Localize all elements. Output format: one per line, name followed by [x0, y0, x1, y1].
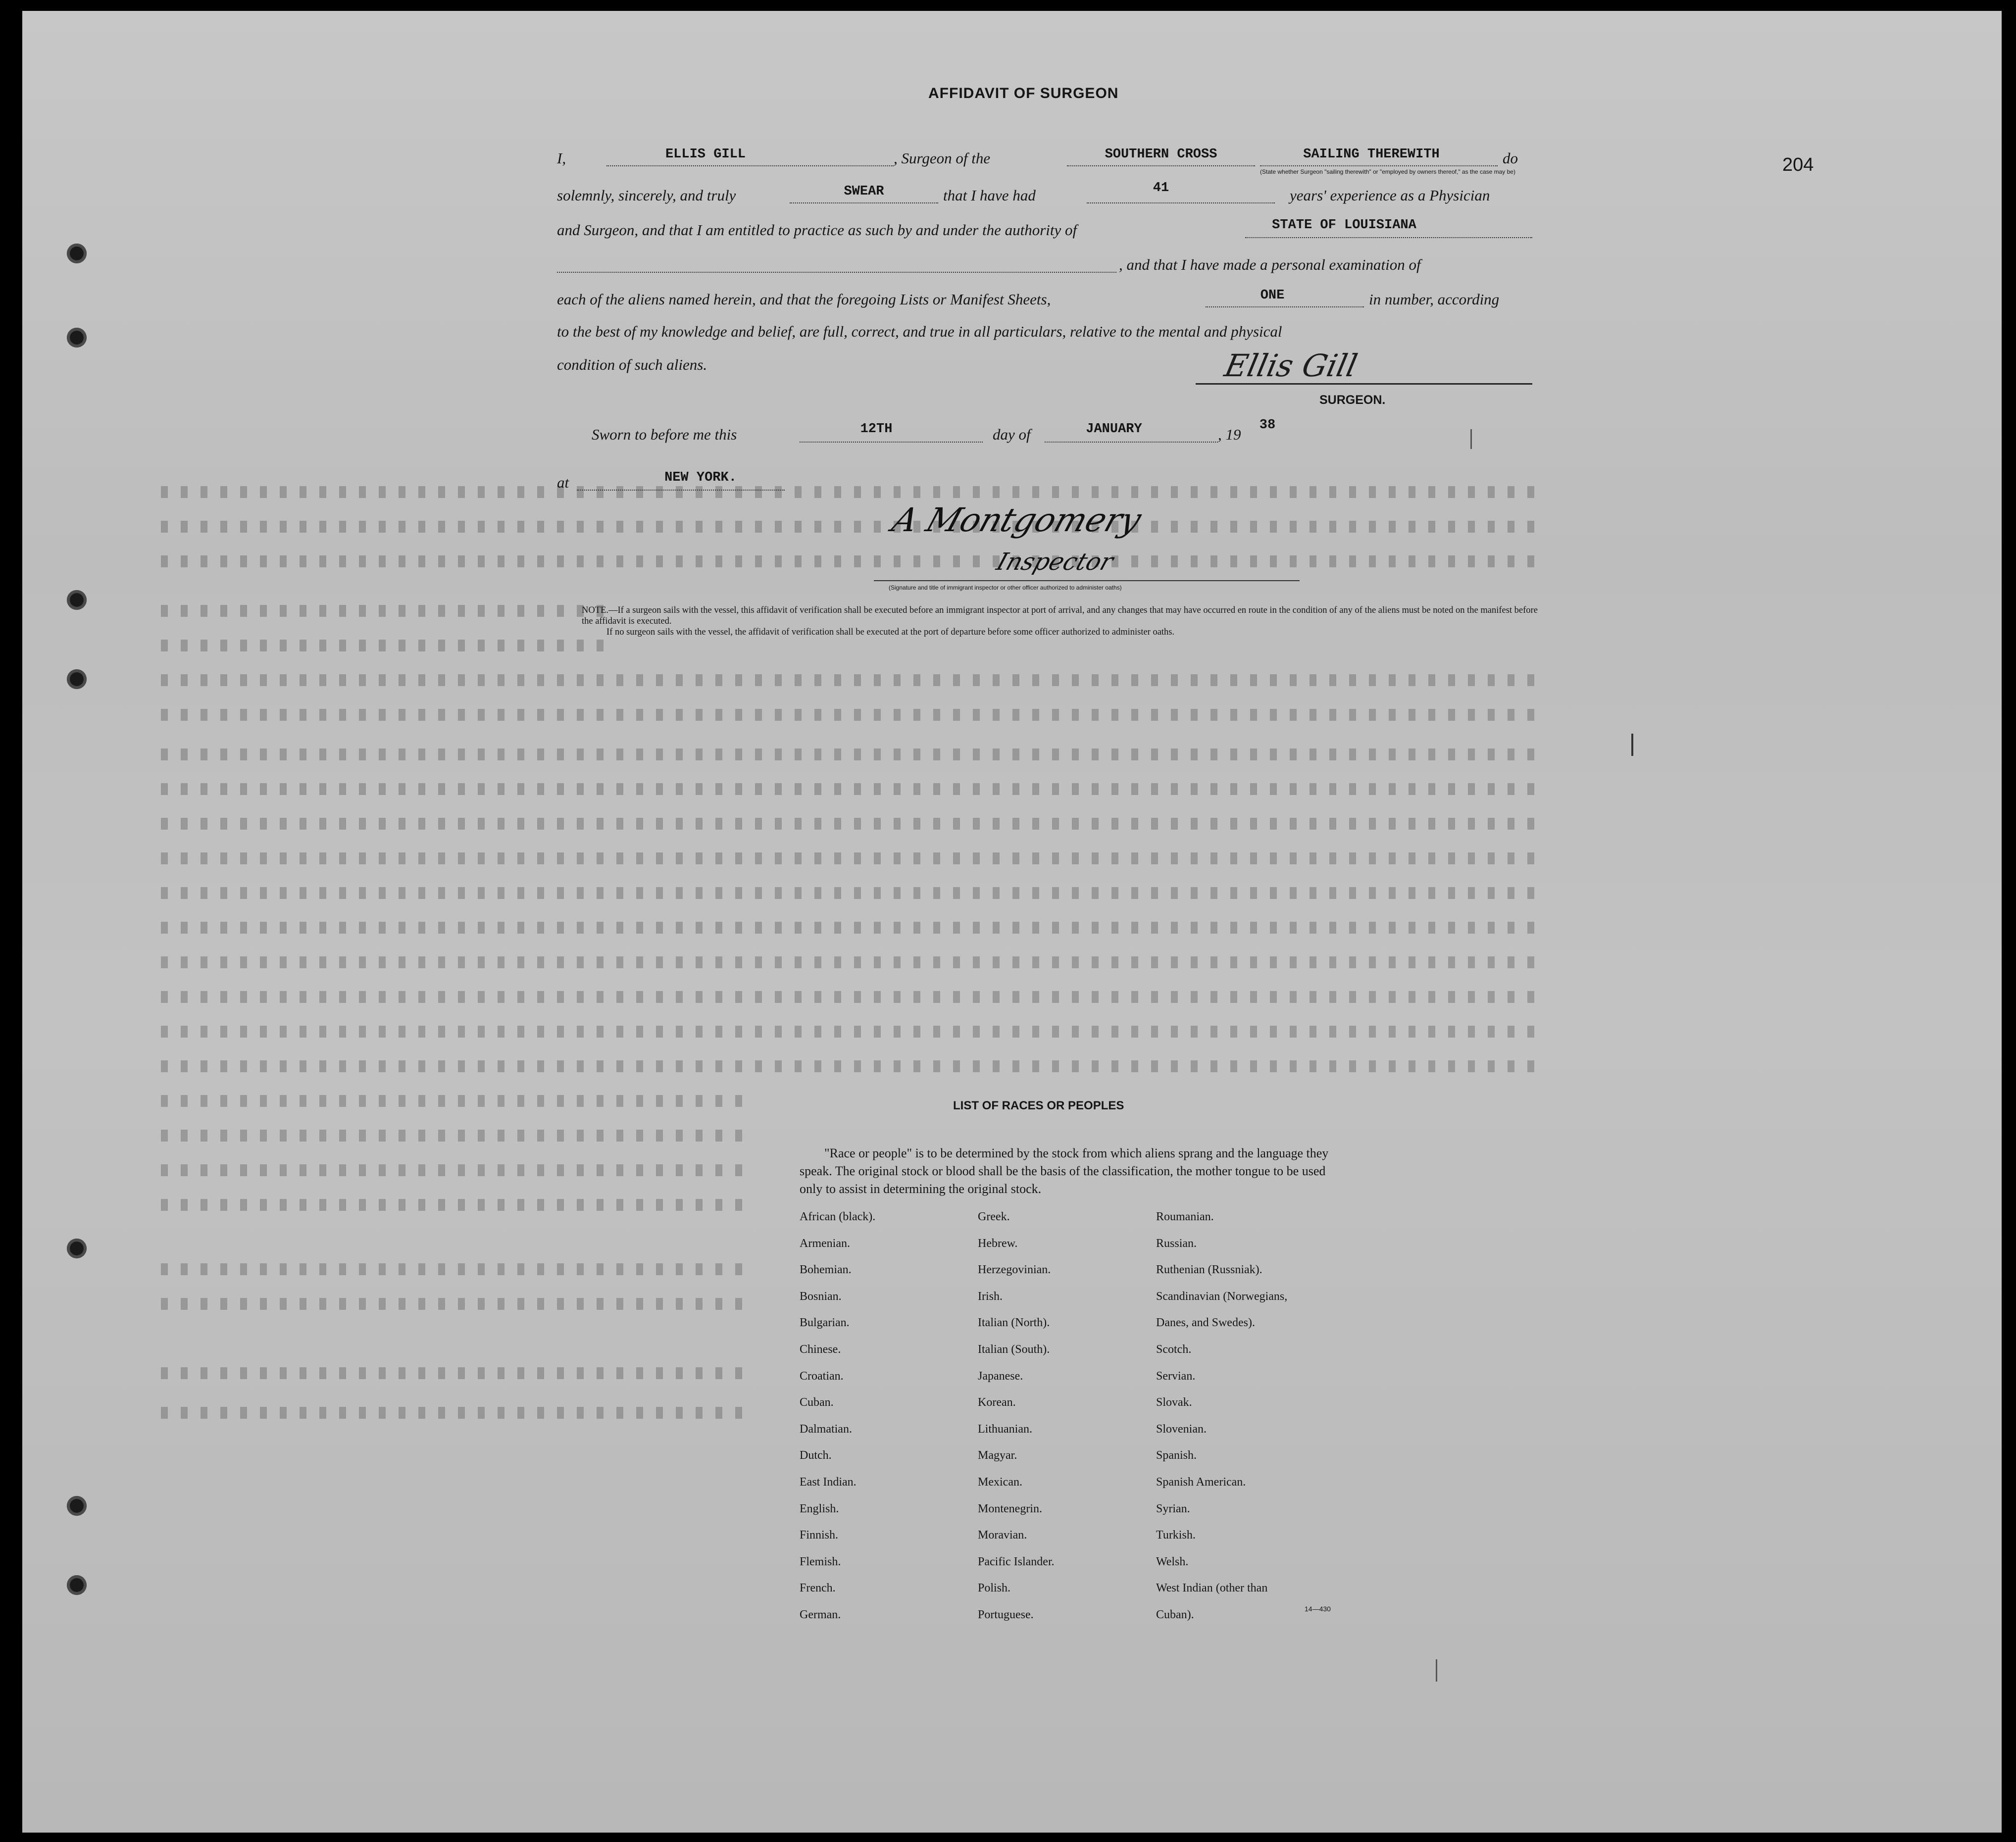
affidavit-text: Sworn to before me this	[592, 426, 737, 443]
race-item: Pacific Islander.	[978, 1555, 1055, 1568]
races-intro: "Race or people" is to be determined by the stock from which aliens sprang and the language they speak. The original stock or blood shall be the basis of the classification, the mother tongue to be used only to assist in determining the original stock.	[800, 1146, 1329, 1196]
affidavit-note: If no surgeon sails with the vessel, the affidavit of verification shall be executed at the port of departure before some officer authorized to administer oaths.	[606, 627, 1175, 637]
race-item: Italian (South).	[978, 1343, 1050, 1356]
affidavit-text: day of	[993, 426, 1031, 443]
race-item: West Indian (other than	[1156, 1582, 1268, 1595]
race-item: Danes, and Swedes).	[1156, 1316, 1255, 1330]
race-item: African (black).	[800, 1210, 876, 1223]
affidavit-note: NOTE.—If a surgeon sails with the vessel, this affidavit of verification shall be executed before an immigrant inspector at port of arrival, and any changes that may have occurred en route in the condition of any of the aliens must be noted on the manifest before the affidavit is executed.	[582, 605, 1538, 626]
affidavit-text: I,	[557, 149, 566, 167]
pencil-mark	[1631, 734, 1633, 756]
race-item: Spanish.	[1156, 1449, 1197, 1462]
race-item: Finnish.	[800, 1529, 839, 1542]
binder-hole	[67, 1496, 87, 1516]
sailing-status: SAILING THEREWITH	[1303, 147, 1440, 162]
sworn-place: NEW YORK.	[664, 470, 737, 485]
race-item: Mexican.	[978, 1475, 1022, 1489]
race-item: Scandinavian (Norwegians,	[1156, 1290, 1288, 1303]
inspector-title: Inspector	[993, 548, 1117, 576]
race-item: Dutch.	[800, 1449, 832, 1462]
surgeon-label: SURGEON.	[1319, 393, 1386, 407]
affidavit-text: and Surgeon, and that I am entitled to practice as such by and under the authority of	[557, 221, 1077, 239]
sworn-day: 12TH	[860, 422, 893, 437]
surgeon-signature: Ellis Gill	[1221, 348, 1361, 384]
race-item: Servian.	[1156, 1369, 1196, 1383]
affidavit-title: AFFIDAVIT OF SURGEON	[928, 85, 1119, 101]
race-item: Bulgarian.	[800, 1316, 850, 1330]
authority: STATE OF LOUISIANA	[1272, 218, 1416, 233]
binder-hole	[67, 1575, 87, 1595]
affidavit-text: , Surgeon of the	[894, 149, 991, 167]
affidavit-text: each of the aliens named herein, and that the foregoing Lists or Manifest Sheets,	[557, 291, 1051, 308]
affidavit-text: solemnly, sincerely, and truly	[557, 187, 736, 204]
race-item: Ruthenian (Russniak).	[1156, 1263, 1262, 1277]
affidavit-text: , and that I have made a personal examination of	[1119, 256, 1421, 273]
race-item: Moravian.	[978, 1529, 1027, 1542]
race-item: Portuguese.	[978, 1608, 1034, 1621]
race-item: Lithuanian.	[978, 1422, 1032, 1436]
race-item: Korean.	[978, 1396, 1016, 1409]
race-item: Syrian.	[1156, 1502, 1190, 1515]
race-item: Greek.	[978, 1210, 1010, 1223]
binder-hole	[67, 1239, 87, 1258]
races-column-2	[978, 1204, 1055, 1629]
pencil-mark	[1470, 429, 1472, 449]
manifest-sheets: ONE	[1260, 288, 1285, 303]
sailing-note: (State whether Surgeon "sailing therewith" or "employed by owners thereof," as the case may be)	[1260, 168, 1515, 175]
race-item: Hebrew.	[978, 1237, 1018, 1250]
race-item: Spanish American.	[1156, 1475, 1246, 1489]
sworn-year: 38	[1259, 418, 1276, 433]
inspector-caption: (Signature and title of immigrant inspector or other officer authorized to administer oaths)	[889, 584, 1122, 591]
race-item: Italian (North).	[978, 1316, 1050, 1330]
form-number: 14—430	[1305, 1605, 1331, 1613]
race-item: Welsh.	[1156, 1555, 1189, 1568]
race-item: Croatian.	[800, 1369, 844, 1383]
race-item: Japanese.	[978, 1369, 1023, 1383]
race-item: Flemish.	[800, 1555, 841, 1568]
race-item: Cuban).	[1156, 1608, 1194, 1621]
races-column-1	[800, 1204, 875, 1629]
race-item: Slovak.	[1156, 1396, 1192, 1409]
race-item: Chinese.	[800, 1343, 841, 1356]
pencil-mark	[1436, 1659, 1437, 1682]
affidavit-text: at	[557, 474, 569, 491]
race-item: Polish.	[978, 1582, 1011, 1595]
race-item: Turkish.	[1156, 1529, 1196, 1542]
race-item: Magyar.	[978, 1449, 1017, 1462]
inspector-signature: A Montgomery	[887, 501, 1146, 539]
race-item: Roumanian.	[1156, 1210, 1214, 1223]
affidavit-text: , 19	[1218, 426, 1241, 443]
binder-hole	[67, 669, 87, 689]
race-item: Montenegrin.	[978, 1502, 1042, 1515]
binder-hole	[67, 244, 87, 263]
affidavit-text: condition of such aliens.	[557, 356, 707, 373]
race-item: Irish.	[978, 1290, 1003, 1303]
affidavit-text: do	[1503, 149, 1518, 167]
race-item: Russian.	[1156, 1237, 1197, 1250]
race-item: Cuban.	[800, 1396, 834, 1409]
race-item: Bohemian.	[800, 1263, 852, 1277]
affidavit-text: in number, according	[1369, 291, 1500, 308]
race-item: French.	[800, 1582, 836, 1595]
race-item: Bosnian.	[800, 1290, 842, 1303]
race-item: Slovenian.	[1156, 1422, 1207, 1436]
races-column-3	[1156, 1204, 1287, 1629]
race-item: German.	[800, 1608, 841, 1621]
oath-type: SWEAR	[844, 184, 884, 199]
page-number: 204	[1782, 154, 1814, 175]
race-item: East Indian.	[800, 1475, 857, 1489]
sworn-month: JANUARY	[1086, 422, 1142, 437]
surgeon-name: ELLIS GILL	[665, 147, 746, 162]
affidavit-text: years' experience as a Physician	[1290, 187, 1490, 204]
years-experience: 41	[1153, 181, 1169, 196]
race-item: English.	[800, 1502, 839, 1515]
affidavit-text: to the best of my knowledge and belief, are full, correct, and true in all particulars, relative to the mental and physical	[557, 323, 1282, 340]
ship-name: SOUTHERN CROSS	[1105, 147, 1217, 162]
binder-hole	[67, 590, 87, 610]
race-item: Armenian.	[800, 1237, 850, 1250]
manifest-page	[22, 11, 2002, 1833]
race-item: Scotch.	[1156, 1343, 1192, 1356]
races-title: LIST OF RACES OR PEOPLES	[953, 1099, 1124, 1112]
affidavit-text: that I have had	[943, 187, 1036, 204]
race-item: Herzegovinian.	[978, 1263, 1051, 1277]
race-item: Dalmatian.	[800, 1422, 852, 1436]
binder-hole	[67, 328, 87, 348]
